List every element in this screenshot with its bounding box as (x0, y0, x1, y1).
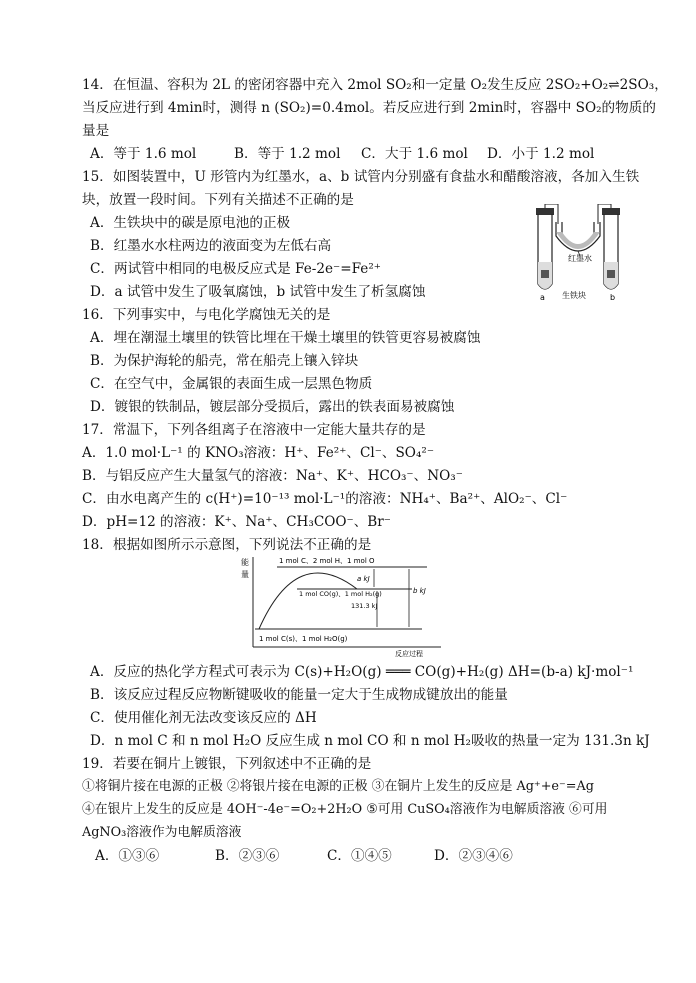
q18-option-c: C．使用催化剂无法改变该反应的 ΔH (90, 710, 317, 726)
iron-label: 生铁块 (562, 291, 586, 300)
q16-option-a: A．埋在潮湿土壤里的铁管比埋在干燥土壤里的铁管更容易被腐蚀 (90, 330, 481, 346)
energy-axis-label-2: 量 (241, 570, 249, 579)
q16-option-b: B．为保护海轮的船壳，常在船壳上镶入锌块 (90, 353, 359, 369)
reaction-curve (259, 573, 357, 629)
q14-option-b: B．等于 1.2 mol (234, 146, 341, 162)
tube-b-label: b (610, 293, 616, 302)
q16-stem: 16．下列事实中，与电化学腐蚀无关的是 (82, 307, 331, 323)
q19-option-c: C．①④⑤ (327, 848, 392, 864)
q14-option-a: A．等于 1.6 mol (90, 146, 197, 162)
q14-stem-line2: 当反应进行到 4min时，测得 n (SO₂)=0.4mol。若反应进行到 2min时，容器中 SO₂的物质的 (82, 100, 656, 116)
q17-option-a: A．1.0 mol·L⁻¹ 的 KNO₃溶液：H⁺、Fe²⁺、Cl⁻、SO₄²⁻ (82, 445, 435, 461)
b-label: b kJ (413, 587, 426, 595)
q17-option-b: B．与铝反应产生大量氢气的溶液：Na⁺、K⁺、HCO₃⁻、NO₃⁻ (82, 468, 463, 484)
q15-stem-line1: 15．如图装置中，U 形管内为红墨水，a、b 试管内分别盛有食盐水和醋酸溶液，各加入生铁 (82, 169, 640, 185)
dh-label: 131.3 kJ (351, 602, 378, 610)
q19-option-a: A．①③⑥ (95, 848, 160, 864)
q14-option-c: C．大于 1.6 mol (361, 146, 468, 162)
q18-option-d: D．n mol C 和 n mol H₂O 反应生成 n mol CO 和 n mol H₂吸收的热量一定为 131.3n kJ (90, 733, 650, 749)
tube-a-label: a (540, 293, 545, 302)
q15-option-b: B．红墨水水柱两边的液面变为左低右高 (90, 238, 332, 254)
u-tube-apparatus-figure (528, 204, 628, 304)
q18-stem: 18．根据如图所示示意图，下列说法不正确的是 (82, 537, 372, 553)
q15-option-a: A．生铁块中的碳是原电池的正极 (90, 215, 291, 231)
reactant-level-label: 1 mol C(s)、1 mol H₂O(g) (259, 635, 348, 643)
q18-option-b: B．该反应过程反应物断键吸收的能量一定大于生成物成键放出的能量 (90, 687, 508, 703)
q16-option-d: D．镀银的铁制品，镀层部分受损后，露出的铁表面易被腐蚀 (90, 399, 455, 415)
q16-option-c: C．在空气中，金属银的表面生成一层黑色物质 (90, 376, 373, 392)
ink-label: 红墨水 (568, 254, 592, 263)
q15-stem-line2: 块，放置一段时间。下列有关描述不正确的是 (82, 192, 354, 208)
q19-stem: 19．若要在铜片上镀银，下列叙述中不正确的是 (82, 756, 372, 772)
q17-option-d: D．pH=12 的溶液：K⁺、Na⁺、CH₃COO⁻、Br⁻ (82, 514, 391, 530)
stopper-b (602, 208, 620, 215)
q14-stem-line3: 量是 (82, 123, 110, 139)
top-level-label: 1 mol C、2 mol H、1 mol O (279, 557, 375, 565)
q19-option-d: D．②③④⑥ (434, 848, 513, 864)
q14-option-d: D．小于 1.2 mol (487, 146, 595, 162)
iron-block-a (541, 270, 549, 278)
x-axis-label: 反应过程 (395, 650, 423, 657)
red-ink-fill (556, 232, 600, 249)
energy-diagram-figure (237, 553, 445, 657)
q19-option-b: B．②③⑥ (215, 848, 280, 864)
q15-option-d: D．a 试管中发生了吸氧腐蚀，b 试管中发生了析氢腐蚀 (90, 284, 426, 300)
q19-statements-line1: ①将铜片接在电源的正极 ②将银片接在电源的正极 ③在铜片上发生的反应是 Ag⁺+e⁻=Ag (82, 779, 594, 794)
q15-option-c: C．两试管中相同的电极反应式是 Fe-2e⁻=Fe²⁺ (90, 261, 381, 277)
q14-stem-line1: 14．在恒温、容积为 2L 的密闭容器中充入 2mol SO₂和一定量 O₂发生反应 2SO₂+O₂⇌2SO₃， (82, 77, 668, 93)
q19-statements-line2: ④在银片上发生的反应是 4OH⁻-4e⁻=O₂+2H₂O ⑤可用 CuSO₄溶液作为电解质溶液 ⑥可用 (82, 802, 608, 817)
q18-option-a: A．反应的热化学方程式可表示为 C(s)+H₂O(g) ═══ CO(g)+H₂(g) ΔH=(b-a) kJ·mol⁻¹ (90, 664, 634, 680)
q17-option-c: C．由水电离产生的 c(H⁺)=10⁻¹³ mol·L⁻¹的溶液：NH₄⁺、Ba²⁺、AlO₂⁻、Cl⁻ (82, 491, 568, 507)
a-label: a kJ (357, 575, 370, 583)
q19-statements-line3: AgNO₃溶液作为电解质溶液 (82, 825, 242, 840)
iron-block-b (607, 270, 615, 278)
q17-stem: 17．常温下，下列各组离子在溶液中一定能大量共存的是 (82, 422, 426, 438)
stopper-a (536, 208, 554, 215)
product-level-label: 1 mol CO(g)、1 mol H₂(g) (299, 590, 382, 598)
energy-axis-label-1: 能 (241, 558, 249, 567)
